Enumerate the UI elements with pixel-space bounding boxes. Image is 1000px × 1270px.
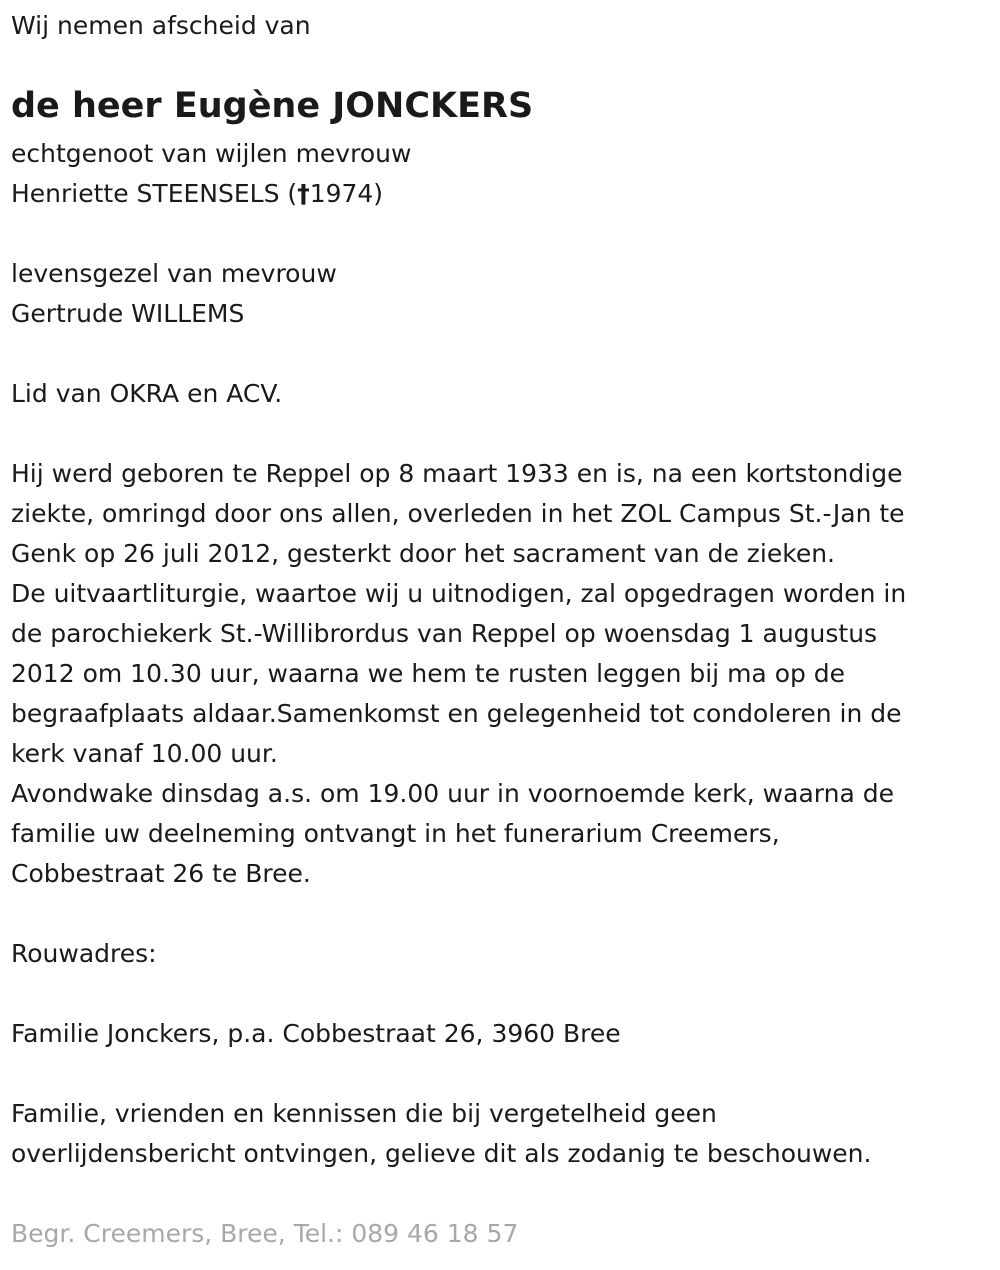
spouse-death-open: ( — [287, 179, 298, 208]
rouwadres-label: Rouwadres: — [11, 939, 157, 968]
membership-text: Lid van OKRA en ACV. — [11, 379, 283, 408]
spouse-name: Henriette STEENSELS — [11, 179, 280, 208]
rouwadres-block — [11, 1014, 621, 1054]
closing-line: overlijdensbericht ontvingen, gelieve dit als zodanig te beschouwen. — [11, 1139, 872, 1168]
body-line: Genk op 26 juli 2012, gesterkt door het sacrament van de zieken. — [11, 539, 835, 568]
partner-name: Gertrude WILLEMS — [11, 299, 245, 328]
body-line: Avondwake dinsdag a.s. om 19.00 uur in voornoemde kerk, waarna de — [11, 779, 894, 808]
body-line: ziekte, omringd door ons allen, overleden in het ZOL Campus St.-Jan te — [11, 499, 905, 528]
partner-block — [11, 254, 337, 334]
membership-block — [11, 374, 282, 414]
body-line: familie uw deelneming ontvangt in het funerarium Creemers, — [11, 819, 780, 848]
closing-block — [11, 1094, 871, 1174]
body-line: kerk vanaf 10.00 uur. — [11, 739, 278, 768]
body-text — [11, 454, 906, 894]
partner-relation: levensgezel van mevrouw — [11, 259, 337, 288]
body-line: Cobbestraat 26 te Bree. — [11, 859, 311, 888]
body-line: De uitvaartliturgie, waartoe wij u uitnodigen, zal opgedragen worden in — [11, 579, 907, 608]
intro-text: Wij nemen afscheid van — [11, 11, 311, 40]
funeral-home-footer: Begr. Creemers, Bree, Tel.: 089 46 18 57 — [11, 1219, 519, 1248]
spouse-relation: echtgenoot van wijlen mevrouw — [11, 139, 412, 168]
spouse-death-year: 1974) — [309, 179, 384, 208]
body-line: Hij werd geboren te Reppel op 8 maart 1933 en is, na een kortstondige — [11, 459, 903, 488]
rouwadres-label-block — [11, 934, 157, 974]
deceased-name: de heer Eugène JONCKERS — [11, 86, 534, 126]
body-line: 2012 om 10.30 uur, waarna we hem te rusten leggen bij ma op de — [11, 659, 846, 688]
closing-line: Familie, vrienden en kennissen die bij vergetelheid geen — [11, 1099, 717, 1128]
spouse-line — [11, 174, 411, 214]
rouwadres-address: Familie Jonckers, p.a. Cobbestraat 26, 3960 Bree — [11, 1019, 621, 1048]
cross-icon: † — [297, 179, 310, 208]
spouse-block — [11, 134, 411, 214]
body-line: de parochiekerk St.-Willibrordus van Reppel op woensdag 1 augustus — [11, 619, 878, 648]
body-line: begraafplaats aldaar.Samenkomst en gelegenheid tot condoleren in de — [11, 699, 902, 728]
